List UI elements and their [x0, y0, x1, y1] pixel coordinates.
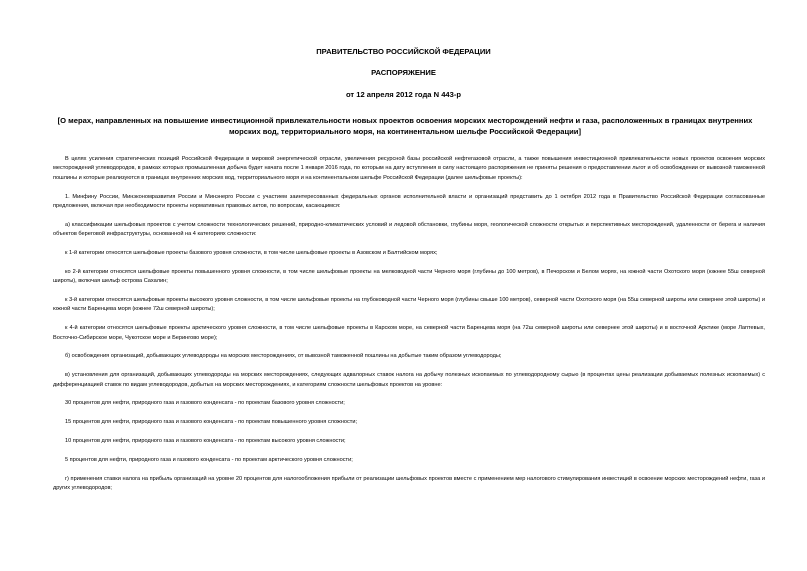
rate-5-paragraph: 5 процентов для нефти, природного газа и газового конденсата - по проектам арктического уровня сложности; [65, 456, 353, 463]
paragraph-item-v: в) установления для организаций, добывающих углеводороды на морских месторождениях, следующих адвалорных ставок налога на добычу полезных ископаемых по углеводородному сырью (в процентах цены реализации добываемых полезных ископаемых) с дифференциацией ставок по видам углеводородов, добытых на морских месторождениях, и категориям сложности шельфовых проектов на уровне: [53, 372, 765, 388]
document-body [53, 155, 765, 503]
government-heading: ПРАВИТЕЛЬСТВО РОССИЙСКОЙ ФЕДЕРАЦИИ [316, 47, 491, 56]
category-2-paragraph: ко 2-й категории относятся шельфовые проекты повышенного уровня сложности, в том числе шельфовые проекты на мелководной части Черного моря (глубины до 100 метров), в Печорском и Белом морях, на южной части Охотского моря (южнее 55ш северной широты), включая шельф острова Сахалин; [53, 268, 765, 285]
category-3-paragraph: к 3-й категории относятся шельфовые проекты высокого уровня сложности, в том числе шельфовые проекты на глубоководной части Черного моря (глубины свыше 100 метров), северной части Охотского моря (на 55ш северной широты или севернее этой широты) и южной части Баренцева моря (южнее 72ш северной широты); [53, 297, 765, 313]
paragraph-item-b: б) освобождения организаций, добывающих углеводороды на морских месторождениях, от вывозной таможенной пошлины на добытые таким образом углеводороды; [65, 353, 502, 360]
document-type-heading: РАСПОРЯЖЕНИЕ [371, 68, 436, 77]
preamble-paragraph: В целях усиления стратегических позиций Российской Федерации в мировой энергетической отрасли, увеличения ресурсной базы российской нефтегазовой отрасли, а также повышения инвестиционной привлекательности новых проектов освоения морских месторождений углеводородов, в рамках которых промышленная добыча будет начата после 1 января 2016 года, по которым на дату вступления в силу настоящего распоряжения не приняты решения о предоставлении льгот и об освобождении от вывозной таможенной пошлины и которые реализуются в границах внутренних морских вод, территориального моря и на континентальном шельфе Российской Федерации (далее шельфовые проекты): [53, 156, 765, 181]
paragraph-item-a: а) классификации шельфовых проектов с учетом сложности технологических решений, природно-климатических условий и ледовой обстановки, глубины моря, геологической сложности открытых и перспективных месторождений, удаленности от берега и наличия объектов береговой инфраструктуры, основанной на 4 категориях сложности: [53, 221, 765, 238]
category-4-paragraph: к 4-й категории относятся шельфовые проекты арктического уровня сложности, в том числе шельфовые проекты в Карском море, на северной части Баренцева моря (на 72ш северной широты или севернее этой широты) и в восточной Арктике (море Лаптевых, Восточно-Сибирское море, Чукотское море и Берингово море); [53, 325, 765, 341]
paragraph-item-1: 1. Минфину России, Минэкономразвития России и Минэнерго России с участием заинтересованных федеральных органов исполнительной власти и организаций представить до 1 октября 2012 года в Правительство Российской Федерации согласованные предложения, включая при необходимости проекты нормативных правовых актов, по вопросам, касающимся: [53, 193, 765, 210]
document-date-number: от 12 апреля 2012 года N 443-р [345, 90, 462, 99]
rate-30-paragraph: 30 процентов для нефти, природного газа и газового конденсата - по проектам базового уровня сложности; [65, 400, 345, 407]
document-title: [О мерах, направленных на повышение инвестиционной привлекательности новых проектов освоения морских месторождений нефти и газа, расположенных в границах внутренних морских вод, территориального моря, на континентальном шельфе Российской Федерации] [57, 116, 753, 136]
rate-10-paragraph: 10 процентов для нефти, природного газа и газового конденсата - по проектам высокого уровня сложности; [65, 438, 346, 445]
paragraph-item-g: г) применения ставки налога на прибыль организаций на уровне 20 процентов для налогообложения прибыли от реализации шельфовых проектов вместе с применением мер налогового стимулирования инвестиций в освоение морских месторождений нефти, газа и других углеводородов; [53, 475, 765, 492]
rate-15-paragraph: 15 процентов для нефти, природного газа и газового конденсата - по проектам повышенного уровня сложности; [65, 419, 358, 426]
category-1-paragraph: к 1-й категории относятся шельфовые проекты базового уровня сложности, в том числе шельфовые проекты в Азовском и Балтийском морях; [65, 250, 438, 257]
